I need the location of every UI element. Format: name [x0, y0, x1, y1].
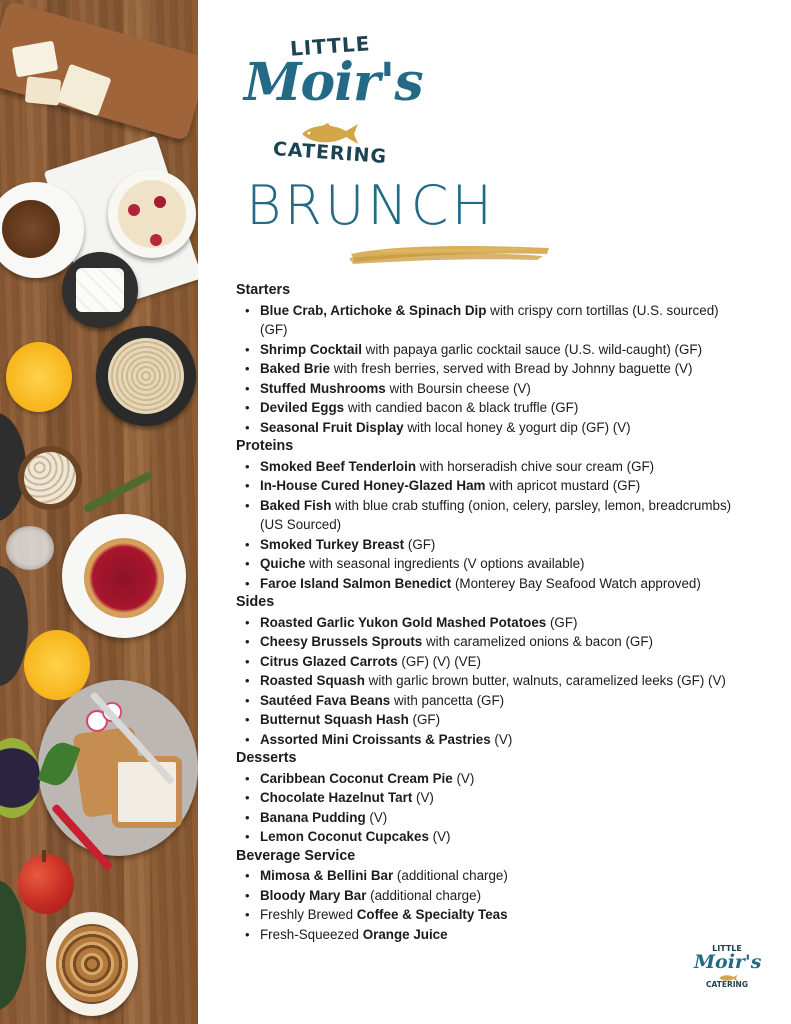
menu-item: • Roasted Squash with garlic brown butter, walnuts, caramelized leeks (GF) (V)	[260, 671, 736, 691]
footer-logo-moirs-text: Moir's	[694, 951, 762, 973]
menu-item: • Baked Fish with blue crab stuffing (onion, celery, parsley, lemon, breadcrumbs) (US Sourced)	[260, 496, 736, 535]
section-starters	[236, 281, 736, 437]
menu-item: • Mimosa & Bellini Bar (additional charge)	[260, 866, 736, 886]
menu-item: • In-House Cured Honey-Glazed Ham with apricot mustard (GF)	[260, 476, 736, 496]
footer-logo-little-text: LITTLE	[712, 944, 742, 953]
menu-item: • Butternut Squash Hash (GF)	[260, 710, 736, 730]
section-title: Sides	[236, 594, 275, 610]
gold-brush-divider	[347, 240, 553, 268]
section-beverage-service	[236, 847, 736, 945]
section-title: Desserts	[236, 750, 297, 766]
menu-item: • Sautéed Fava Beans with pancetta (GF)	[260, 691, 736, 711]
logo-moirs-text: Moir's	[244, 52, 423, 113]
menu-item: • Banana Pudding (V)	[260, 808, 736, 828]
menu-item: • Smoked Beef Tenderloin with horseradish chive sour cream (GF)	[260, 457, 736, 477]
footer-logo-catering-text: CATERING	[706, 980, 748, 989]
footer-logo	[694, 944, 760, 994]
section-title: Beverage Service	[236, 847, 356, 864]
menu-item: • Chocolate Hazelnut Tart (V)	[260, 788, 736, 808]
menu-item: • Bloody Mary Bar (additional charge)	[260, 886, 736, 906]
logo-little-text: LITTLE	[289, 31, 372, 61]
section-title: Proteins	[236, 438, 294, 454]
page-title: BRUNCH	[246, 174, 496, 237]
logo-catering-text: CATERING	[272, 138, 388, 168]
menu-item: • Fresh-Squeezed Orange Juice	[260, 925, 736, 945]
section-title: Starters	[236, 282, 291, 298]
menu-item: • Seasonal Fruit Display with local honey & yogurt dip (GF) (V)	[260, 418, 736, 438]
menu-item: • Deviled Eggs with candied bacon & black truffle (GF)	[260, 398, 736, 418]
menu-item: • Smoked Turkey Breast (GF)	[260, 535, 736, 555]
menu-item: • Baked Brie with fresh berries, served with Bread by Johnny baguette (V)	[260, 359, 736, 379]
section-proteins	[236, 437, 736, 593]
menu-item: • Assorted Mini Croissants & Pastries (V)	[260, 730, 736, 750]
menu-item: • Roasted Garlic Yukon Gold Mashed Potatoes (GF)	[260, 613, 736, 633]
section-sides	[236, 593, 736, 749]
menu-item: • Citrus Glazed Carrots (GF) (V) (VE)	[260, 652, 736, 672]
menu-item: • Blue Crab, Artichoke & Spinach Dip with crispy corn tortillas (U.S. sourced) (GF)	[260, 301, 736, 340]
menu-item: • Stuffed Mushrooms with Boursin cheese (V)	[260, 379, 736, 399]
menu-item: • Freshly Brewed Coffee & Specialty Teas	[260, 905, 736, 925]
menu-item: • Cheesy Brussels Sprouts with caramelized onions & bacon (GF)	[260, 632, 736, 652]
section-desserts	[236, 749, 736, 847]
brunch-food-photo	[0, 0, 198, 1024]
menu-item: • Lemon Coconut Cupcakes (V)	[260, 827, 736, 847]
menu-item: • Faroe Island Salmon Benedict (Monterey Bay Seafood Watch approved)	[260, 574, 736, 594]
brunch-menu	[236, 281, 736, 944]
menu-item: • Shrimp Cocktail with papaya garlic cocktail sauce (U.S. wild-caught) (GF)	[260, 340, 736, 360]
menu-item: • Quiche with seasonal ingredients (V options available)	[260, 554, 736, 574]
menu-item: • Caribbean Coconut Cream Pie (V)	[260, 769, 736, 789]
